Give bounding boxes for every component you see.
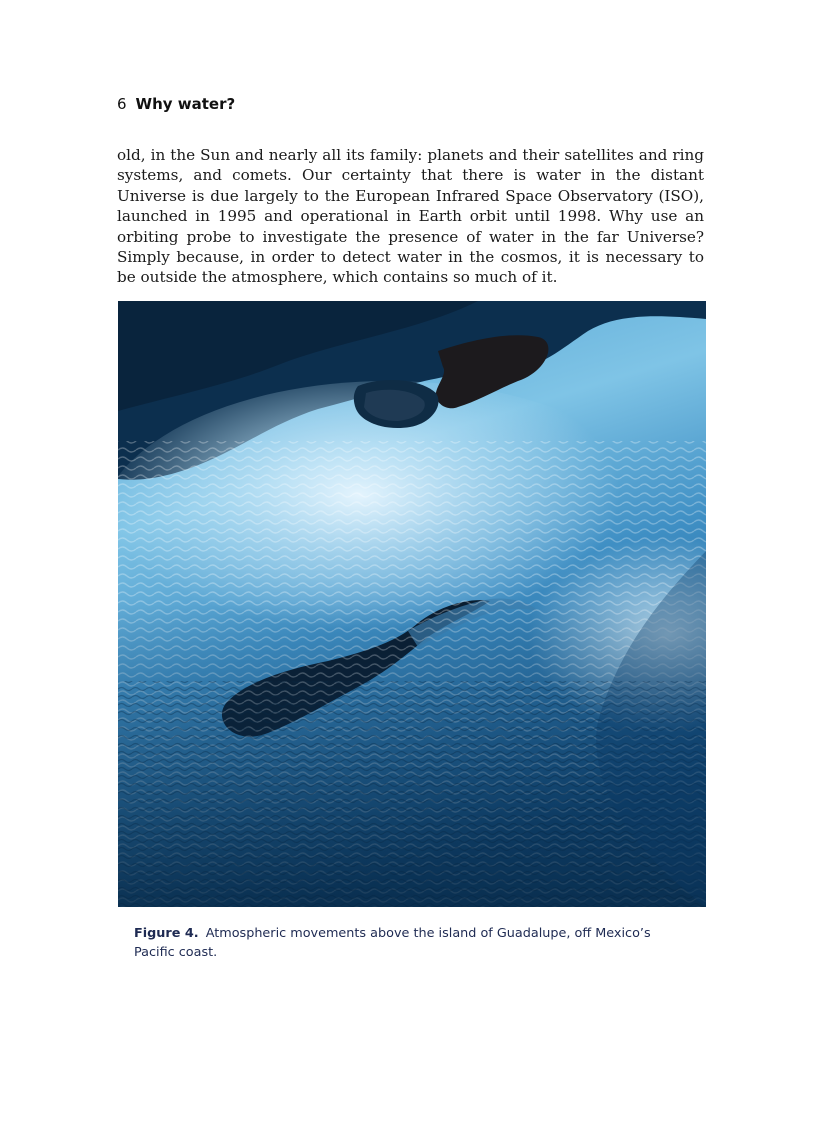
- satellite-cloud-image: [118, 301, 706, 907]
- page-number: 6: [117, 95, 127, 113]
- figure-photo: [118, 301, 706, 907]
- chapter-title: Why water?: [135, 95, 236, 113]
- running-head: [117, 95, 235, 113]
- figure-label: Figure 4.: [134, 926, 199, 941]
- figure-caption-text: Atmospheric movements above the island of Guadalupe, off Mexico’s Pacific coast.: [134, 926, 651, 960]
- body-paragraph: old, in the Sun and nearly all its family: planets and their satellites and ring systems, and comets. Our certainty that there is water in the distant Universe is due largely to the European Infrared Space Observatory (ISO), launched in 1995 and operational in Earth orbit until 1998. Why use an orbiting probe to investigate the presence of water in the far Universe? Simply because, in order to detect water in the cosmos, it is necessary to be outside the atmosphere, which contains so much of it.: [117, 146, 704, 287]
- figure-caption: [134, 924, 694, 962]
